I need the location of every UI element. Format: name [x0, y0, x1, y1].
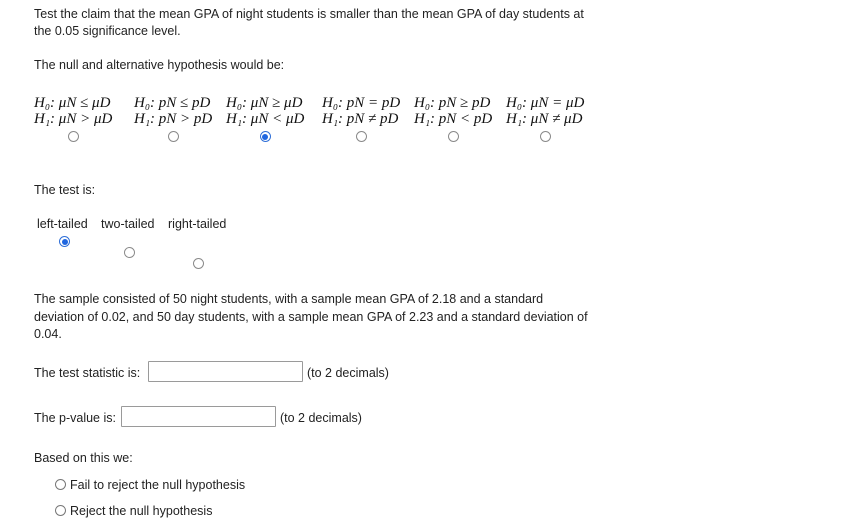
h0-text: H₀: pN ≥ pD: [414, 95, 491, 111]
p-value-label: The p-value is:: [34, 411, 116, 425]
h0-text: H₀: pN ≤ pD: [134, 95, 211, 111]
test-prompt: The test is:: [34, 183, 96, 197]
question-line-2: the 0.05 significance level.: [34, 24, 181, 38]
hypothesis-option-6[interactable]: [506, 95, 584, 142]
hypothesis-radio-4[interactable]: [356, 131, 367, 142]
h1-text: H₁: pN < pD: [414, 111, 493, 127]
left-tailed-radio[interactable]: [59, 236, 70, 247]
hypothesis-radio-2[interactable]: [168, 131, 179, 142]
reject-option[interactable]: [55, 502, 212, 520]
h0-text: H₀: μN ≤ μD: [34, 95, 111, 111]
h1-text: H₁: μN < μD: [226, 111, 305, 127]
hypothesis-option-3[interactable]: [226, 95, 304, 142]
test-statistic-input[interactable]: [148, 361, 303, 382]
question-line-1: Test the claim that the mean GPA of night students is smaller than the mean GPA of day students at: [34, 7, 584, 21]
sample-line-3: 0.04.: [34, 327, 62, 341]
hypothesis-option-5[interactable]: [414, 95, 492, 142]
reject-radio[interactable]: [55, 505, 66, 516]
tail-label-right: right-tailed: [168, 217, 227, 231]
h1-text: H₁: μN ≠ μD: [506, 111, 583, 127]
sample-line-1: The sample consisted of 50 night students, with a sample mean GPA of 2.18 and a standard: [34, 292, 544, 306]
p-value-input[interactable]: [121, 406, 276, 427]
test-statistic-label: The test statistic is:: [34, 366, 141, 380]
hypothesis-radio-6[interactable]: [540, 131, 551, 142]
hypothesis-radio-5[interactable]: [448, 131, 459, 142]
fail-to-reject-radio[interactable]: [55, 479, 66, 490]
h0-text: H₀: μN = μD: [506, 95, 585, 111]
hypothesis-option-2[interactable]: [134, 95, 212, 142]
reject-label: Reject the null hypothesis: [70, 504, 213, 518]
conclusion-prompt: Based on this we:: [34, 451, 133, 465]
test-statistic-hint: (to 2 decimals): [307, 366, 389, 380]
hypothesis-prompt: The null and alternative hypothesis would be:: [34, 58, 285, 72]
tail-label-two: two-tailed: [101, 217, 155, 231]
hypothesis-radio-3[interactable]: [260, 131, 271, 142]
hypothesis-radio-1[interactable]: [68, 131, 79, 142]
sample-line-2: deviation of 0.02, and 50 day students, with a sample mean GPA of 2.23 and a standard deviation of: [34, 310, 588, 324]
tail-label-left: left-tailed: [37, 217, 88, 231]
h1-text: H₁: μN > μD: [34, 111, 113, 127]
p-value-hint: (to 2 decimals): [280, 411, 362, 425]
h0-text: H₀: pN = pD: [322, 95, 401, 111]
h1-text: H₁: pN > pD: [134, 111, 213, 127]
hypothesis-option-1[interactable]: [34, 95, 112, 142]
hypothesis-option-4[interactable]: [322, 95, 400, 142]
fail-to-reject-label: Fail to reject the null hypothesis: [70, 478, 246, 492]
h1-text: H₁: pN ≠ pD: [322, 111, 399, 127]
two-tailed-radio[interactable]: [124, 247, 135, 258]
fail-to-reject-option[interactable]: [55, 476, 245, 494]
right-tailed-radio[interactable]: [193, 258, 204, 269]
h0-text: H₀: μN ≥ μD: [226, 95, 303, 111]
